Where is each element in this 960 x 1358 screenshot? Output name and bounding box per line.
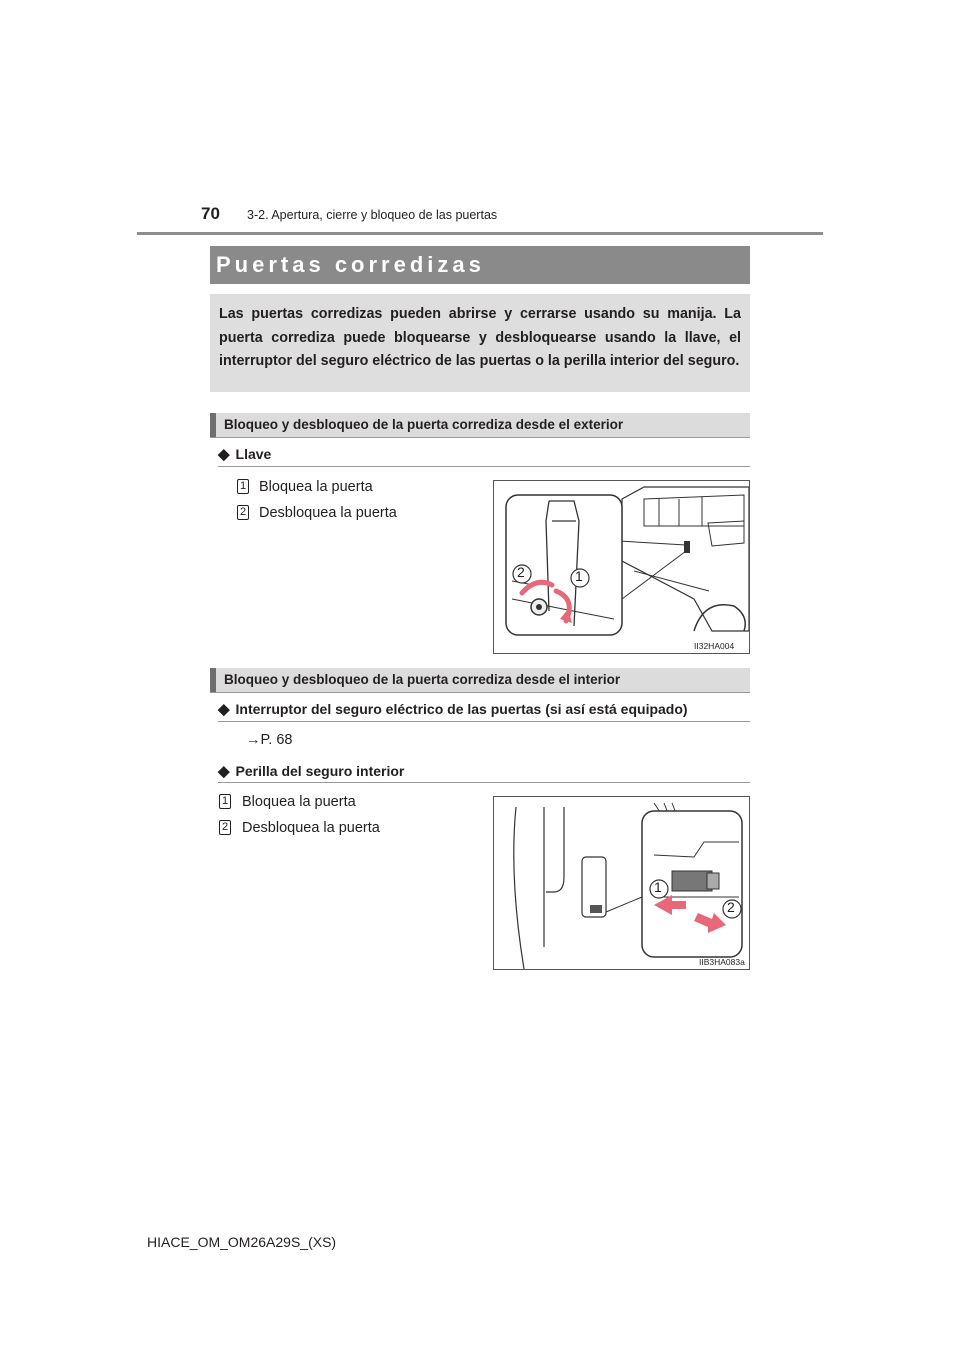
subheading-marker (210, 668, 216, 692)
step-number-badge: 2 (237, 505, 249, 520)
diamond-bullet-icon: ◆ (218, 446, 230, 463)
item-knob-label: Perilla del seguro interior (235, 763, 405, 779)
figure-code: IIB3HA083a (699, 957, 745, 967)
item-switch-heading (218, 700, 688, 718)
step-number-badge: 2 (219, 820, 231, 835)
step-lock-text: Bloquea la puerta (259, 479, 373, 495)
interior-door-illustration (494, 797, 749, 969)
page-number: 70 (201, 204, 220, 223)
step-unlock-text: Desbloquea la puerta (242, 820, 380, 836)
subheading-exterior-text: Bloqueo y desbloqueo de la puerta corrediza desde el exterior (224, 417, 624, 432)
step-unlock-text: Desbloquea la puerta (259, 505, 397, 521)
item-key-label: Llave (235, 446, 272, 462)
figure-code: II32HA004 (694, 641, 735, 651)
diamond-bullet-icon: ◆ (218, 763, 230, 780)
subheading-marker (210, 413, 216, 437)
footer-document-code: HIACE_OM_OM26A29S_(XS) (147, 1234, 337, 1250)
page-reference-link[interactable]: →P. 68 (246, 732, 293, 748)
figure-callout: 2 (517, 564, 525, 580)
item-rule (218, 466, 750, 467)
page-title: Puertas corredizas (216, 252, 485, 277)
diamond-bullet-icon: ◆ (218, 701, 230, 718)
header-rule (137, 232, 823, 235)
item-key-heading (218, 445, 271, 463)
item-rule (218, 721, 750, 722)
intro-text: Las puertas corredizas pueden abrirse y cerrarse usando su manija. La puerta corrediza puede bloquearse y desbloquearse usando la llave, el interruptor del seguro eléctrico de las puertas o la perilla interior del seguro. (219, 306, 741, 369)
step-number-badge: 1 (237, 479, 249, 494)
subheading-interior-text: Bloqueo y desbloqueo de la puerta corrediza desde el interior (224, 672, 621, 687)
subheading-interior (210, 668, 750, 693)
figure-interior-knob (493, 796, 750, 970)
figure-key-lock (493, 480, 750, 654)
step-lock-text: Bloquea la puerta (242, 794, 356, 810)
item-knob-heading (218, 762, 404, 780)
section-reference: 3-2. Apertura, cierre y bloqueo de las puertas (247, 208, 498, 222)
figure-callout: 1 (575, 568, 583, 584)
figure-callout: 2 (727, 899, 735, 915)
item-rule (218, 782, 750, 783)
step-number-badge: 1 (219, 794, 231, 809)
van-door-illustration (494, 481, 749, 653)
subheading-exterior (210, 413, 750, 438)
figure-callout: 1 (654, 879, 662, 895)
item-switch-label: Interruptor del seguro eléctrico de las puertas (si así está equipado) (235, 701, 688, 717)
